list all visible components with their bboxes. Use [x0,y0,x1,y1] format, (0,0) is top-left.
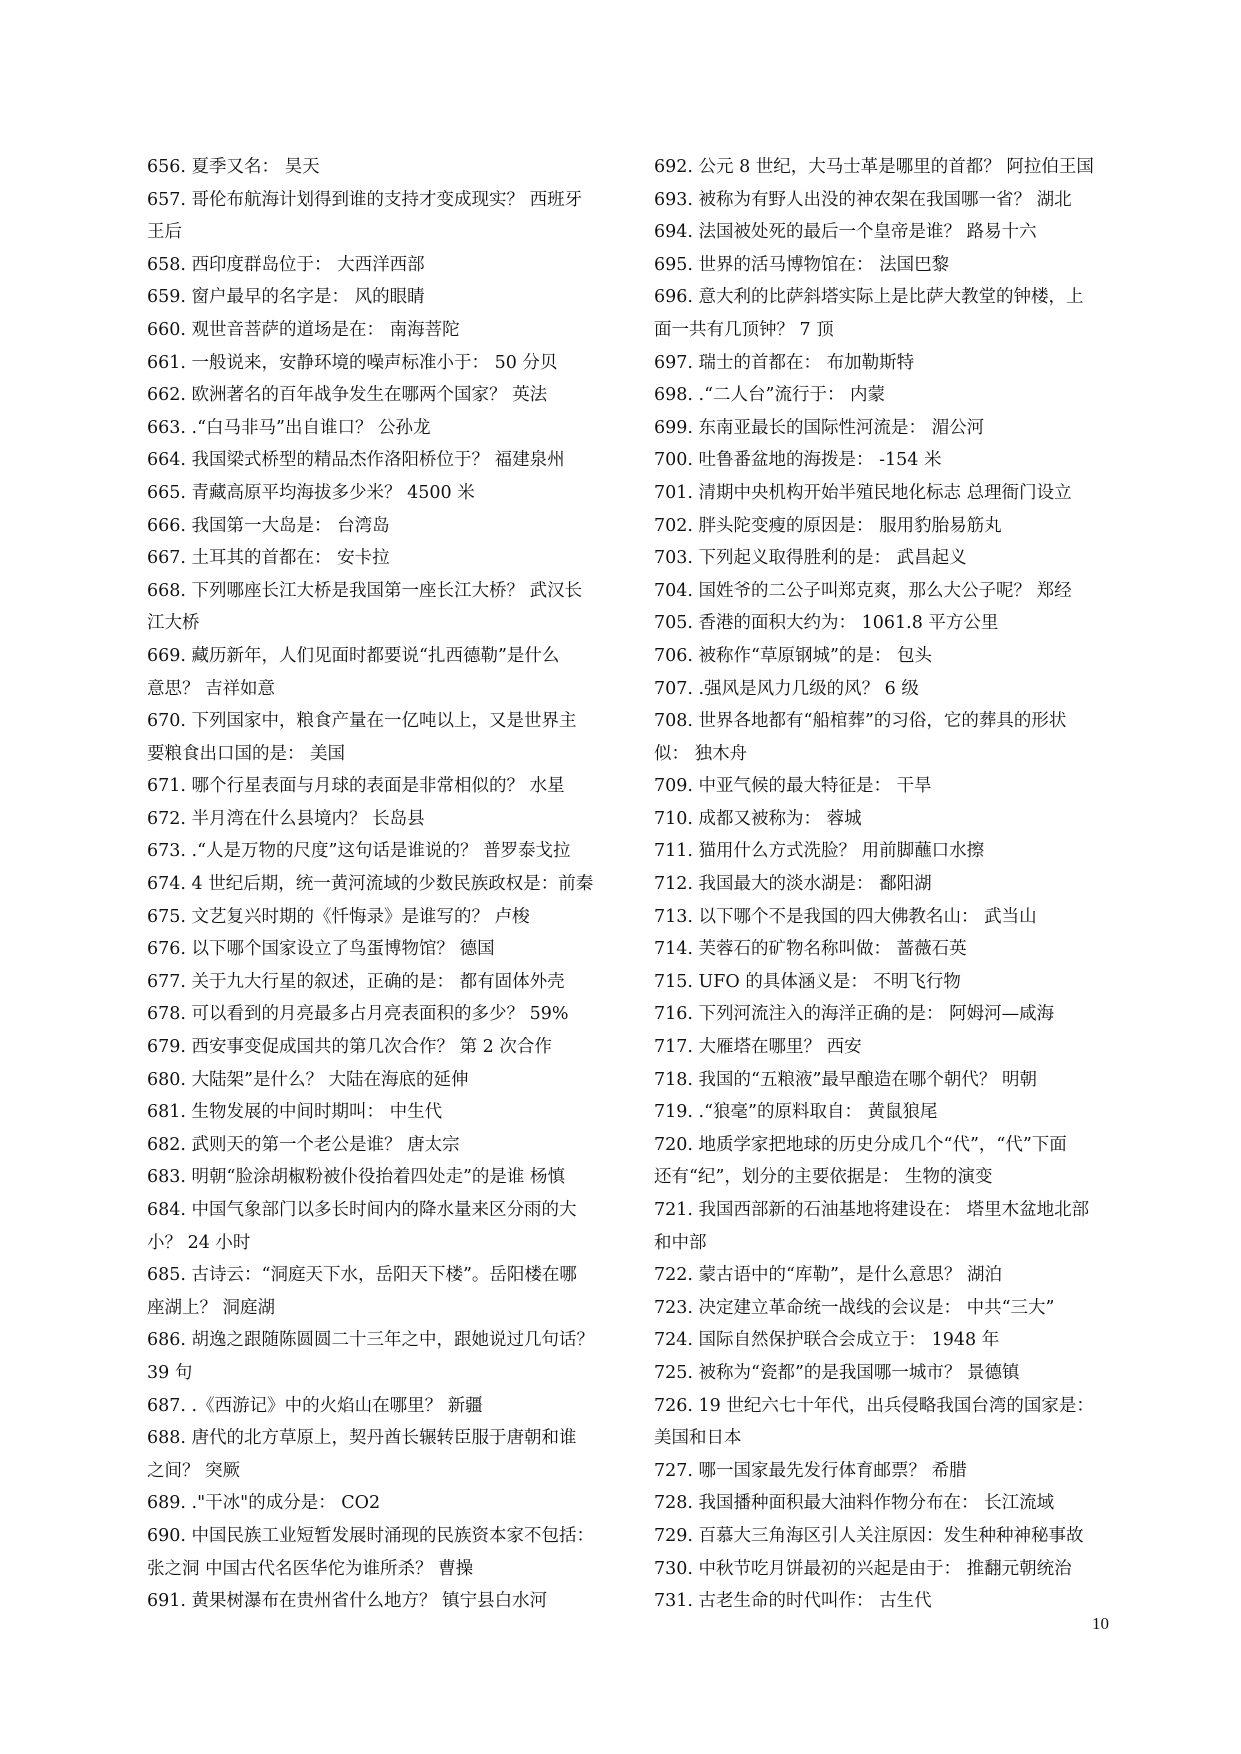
text-line: 之间？ 突厥 [147,1460,241,1481]
text-line: 719. .“狼毫”的原料取自： 黄鼠狼尾 [654,1102,938,1123]
text-line: 661. 一般说来，安静环境的噪声标准小于： 50 分贝 [147,352,558,373]
text-line: 682. 武则天的第一个老公是谁？ 唐太宗 [147,1134,460,1155]
text-line: 695. 世界的活马博物馆在： 法国巴黎 [654,254,950,275]
text-line: 710. 成都又被称为： 蓉城 [654,808,862,829]
text-line: 美国和日本 [654,1428,742,1449]
text-line: 725. 被称为“瓷都”的是我国哪一城市？ 景德镇 [654,1362,1020,1383]
text-line: 667. 土耳其的首都在： 安卡拉 [147,548,390,569]
text-line: 685. 古诗云：“洞庭天下水，岳阳天下楼”。岳阳楼在哪 [147,1265,577,1286]
text-line: 712. 我国最大的淡水湖是： 鄱阳湖 [654,874,932,895]
text-line: 659. 窗户最早的名字是： 风的眼睛 [147,287,425,308]
text-line: 720. 地质学家把地球的历史分成几个“代”，“代”下面 [654,1134,1067,1155]
text-line: 江大桥 [147,613,200,634]
page-number: 10 [1092,1614,1109,1633]
text-line: 671. 哪个行星表面与月球的表面是非常相似的？ 水星 [147,776,565,797]
text-line: 730. 中秋节吃月饼最初的兴起是由于： 推翻元朝统治 [654,1558,1072,1579]
text-line: 676. 以下哪个国家设立了鸟蛋博物馆？ 德国 [147,939,495,960]
text-line: 677. 关于九大行星的叙述，正确的是： 都有固体外壳 [147,971,565,992]
text-line: 708. 世界各地都有“船棺葬”的习俗，它的葬具的形状 [654,711,1067,732]
text-line: 690. 中国民族工业短暂发展时涌现的民族资本家不包括： [147,1525,595,1546]
text-line: 673. .“人是万物的尺度”这句话是谁说的？ 普罗泰戈拉 [147,841,571,862]
text-line: 702. 胖头陀变瘦的原因是： 服用豹胎易筋丸 [654,515,1002,536]
text-line: 686. 胡逸之跟随陈圆圆二十三年之中，跟她说过几句话？ [147,1330,595,1351]
text-line: 713. 以下哪个不是我国的四大佛教名山： 武当山 [654,906,1037,927]
text-line: 705. 香港的面积大约为： 1061.8 平方公里 [654,613,999,634]
text-line: 689. ."干冰"的成分是： CO2 [147,1493,381,1514]
left-column [147,151,622,1618]
text-line: 694. 法国被处死的最后一个皇帝是谁？ 路易十六 [654,222,1037,243]
text-line: 723. 决定建立革命统一战线的会议是： 中共“三大” [654,1297,1055,1318]
text-line: 714. 芙蓉石的矿物名称叫做： 蔷薇石英 [654,939,967,960]
text-line: 面一共有几顶钟？ 7 顶 [654,319,834,340]
text-line: 668. 下列哪座长江大桥是我国第一座长江大桥？ 武汉长 [147,580,583,601]
text-line: 660. 观世音菩萨的道场是在： 南海菩陀 [147,319,460,340]
text-line: 709. 中亚气候的最大特征是： 干旱 [654,776,932,797]
text-line: 679. 西安事变促成国共的第几次合作？ 第 2 次合作 [147,1037,552,1058]
right-column [654,151,1129,1618]
text-line: 意思？ 吉祥如意 [147,678,276,699]
text-line: 707. .强风是风力几级的风？ 6 级 [654,678,919,699]
text-line: 704. 国姓爷的二公子叫郑克爽，那么大公子呢？ 郑经 [654,580,1072,601]
text-line: 张之洞 中国古代名医华佗为谁所杀？ 曹操 [147,1558,474,1579]
text-line: 716. 下列河流注入的海洋正确的是： 阿姆河—咸海 [654,1004,1055,1025]
text-line: 726. 19 世纪六七十年代，出兵侵略我国台湾的国家是： [654,1395,1094,1416]
text-line: 727. 哪一国家最先发行体育邮票？ 希腊 [654,1460,967,1481]
text-line: 小？ 24 小时 [147,1232,251,1253]
text-line: 721. 我国西部新的石油基地将建设在： 塔里木盆地北部 [654,1200,1090,1220]
text-line: 692. 公元 8 世纪，大马士革是哪里的首都？ 阿拉伯王国 [654,157,1094,177]
text-line: 662. 欧洲著名的百年战争发生在哪两个国家？ 英法 [147,385,548,406]
text-line: 701. 清期中央机构开始半殖民地化标志 总理衙门设立 [654,482,1072,503]
text-line: 698. .“二人台”流行于： 内蒙 [654,385,886,406]
text-line: 675. 文艺复兴时期的《忏悔录》是谁写的？ 卢梭 [147,906,530,927]
text-line: 724. 国际自然保护联合会成立于： 1948 年 [654,1330,1000,1351]
text-line: 665. 青藏高原平均海拔多少米？ 4500 米 [147,482,475,503]
text-line: 717. 大雁塔在哪里？ 西安 [654,1037,862,1058]
text-line: 688. 唐代的北方草原上，契丹酋长辗转臣服于唐朝和谁 [147,1428,577,1449]
text-line: 687. .《西游记》中的火焰山在哪里？ 新疆 [147,1395,483,1416]
text-line: 699. 东南亚最长的国际性河流是： 湄公河 [654,417,985,438]
text-line: 663. .“白马非马”出自谁口？ 公孙龙 [147,417,431,438]
text-line: 696. 意大利的比萨斜塔实际上是比萨大教堂的钟楼，上 [654,287,1084,308]
text-line: 681. 生物发展的中间时期叫： 中生代 [147,1102,443,1123]
text-line: 座湖上？ 洞庭湖 [147,1297,276,1318]
text-line: 691. 黄果树瀑布在贵州省什么地方？ 镇宁县白水河 [147,1591,548,1612]
text-line: 722. 蒙古语中的“库勒”，是什么意思？ 湖泊 [654,1265,1002,1286]
text-line: 670. 下列国家中，粮食产量在一亿吨以上，又是世界主 [147,711,577,732]
text-line: 683. 明朝“脸涂胡椒粉被仆役抬着四处走”的是谁 杨慎 [147,1167,565,1188]
text-line: 731. 古老生命的时代叫作： 古生代 [654,1591,932,1612]
text-line: 700. 吐鲁番盆地的海拨是： -154 米 [654,450,942,471]
text-line: 706. 被称作“草原钢城”的是： 包头 [654,645,932,666]
text-line: 666. 我国第一大岛是： 台湾岛 [147,515,390,536]
text-line: 和中部 [654,1232,707,1253]
text-line: 684. 中国气象部门以多长时间内的降水量来区分雨的大 [147,1200,577,1220]
text-line: 715. UFO 的具体涵义是： 不明飞行物 [654,971,961,992]
text-line: 669. 藏历新年，人们见面时都要说“扎西德勒”是什么 [147,645,560,666]
text-line: 656. 夏季又名： 昊天 [147,157,320,177]
text-line: 693. 被称为有野人出没的神农架在我国哪一省？ 湖北 [654,189,1072,210]
text-line: 要粮食出口国的是： 美国 [147,743,346,764]
text-line: 729. 百慕大三角海区引人关注原因：发生种种神秘事故 [654,1525,1084,1546]
text-line: 718. 我国的“五粮液”最早酿造在哪个朝代？ 明朝 [654,1069,1037,1090]
text-line: 697. 瑞士的首都在： 布加勒斯特 [654,352,915,373]
text-line: 似： 独木舟 [654,743,748,764]
text-line: 674. 4 世纪后期，统一黄河流域的少数民族政权是：前秦 [147,874,594,895]
text-line: 703. 下列起义取得胜利的是： 武昌起义 [654,548,967,569]
text-line: 678. 可以看到的月亮最多占月亮表面积的多少？ 59% [147,1004,569,1025]
text-line: 728. 我国播种面积最大油料作物分布在： 长江流域 [654,1493,1055,1514]
text-line: 658. 西印度群岛位于： 大西洋西部 [147,254,425,275]
text-line: 王后 [147,222,182,243]
text-line: 680. 大陆架”是什么？ 大陆在海底的延伸 [147,1069,469,1090]
text-line: 672. 半月湾在什么县境内？ 长岛县 [147,808,425,829]
text-line: 39 句 [147,1362,193,1383]
text-line: 657. 哥伦布航海计划得到谁的支持才变成现实？ 西班牙 [147,189,583,210]
text-line: 还有“纪”，划分的主要依据是： 生物的演变 [654,1167,993,1188]
text-line: 664. 我国梁式桥型的精品杰作洛阳桥位于？ 福建泉州 [147,450,565,471]
text-line: 711. 猫用什么方式洗脸？ 用前脚蘸口水擦 [654,841,985,862]
